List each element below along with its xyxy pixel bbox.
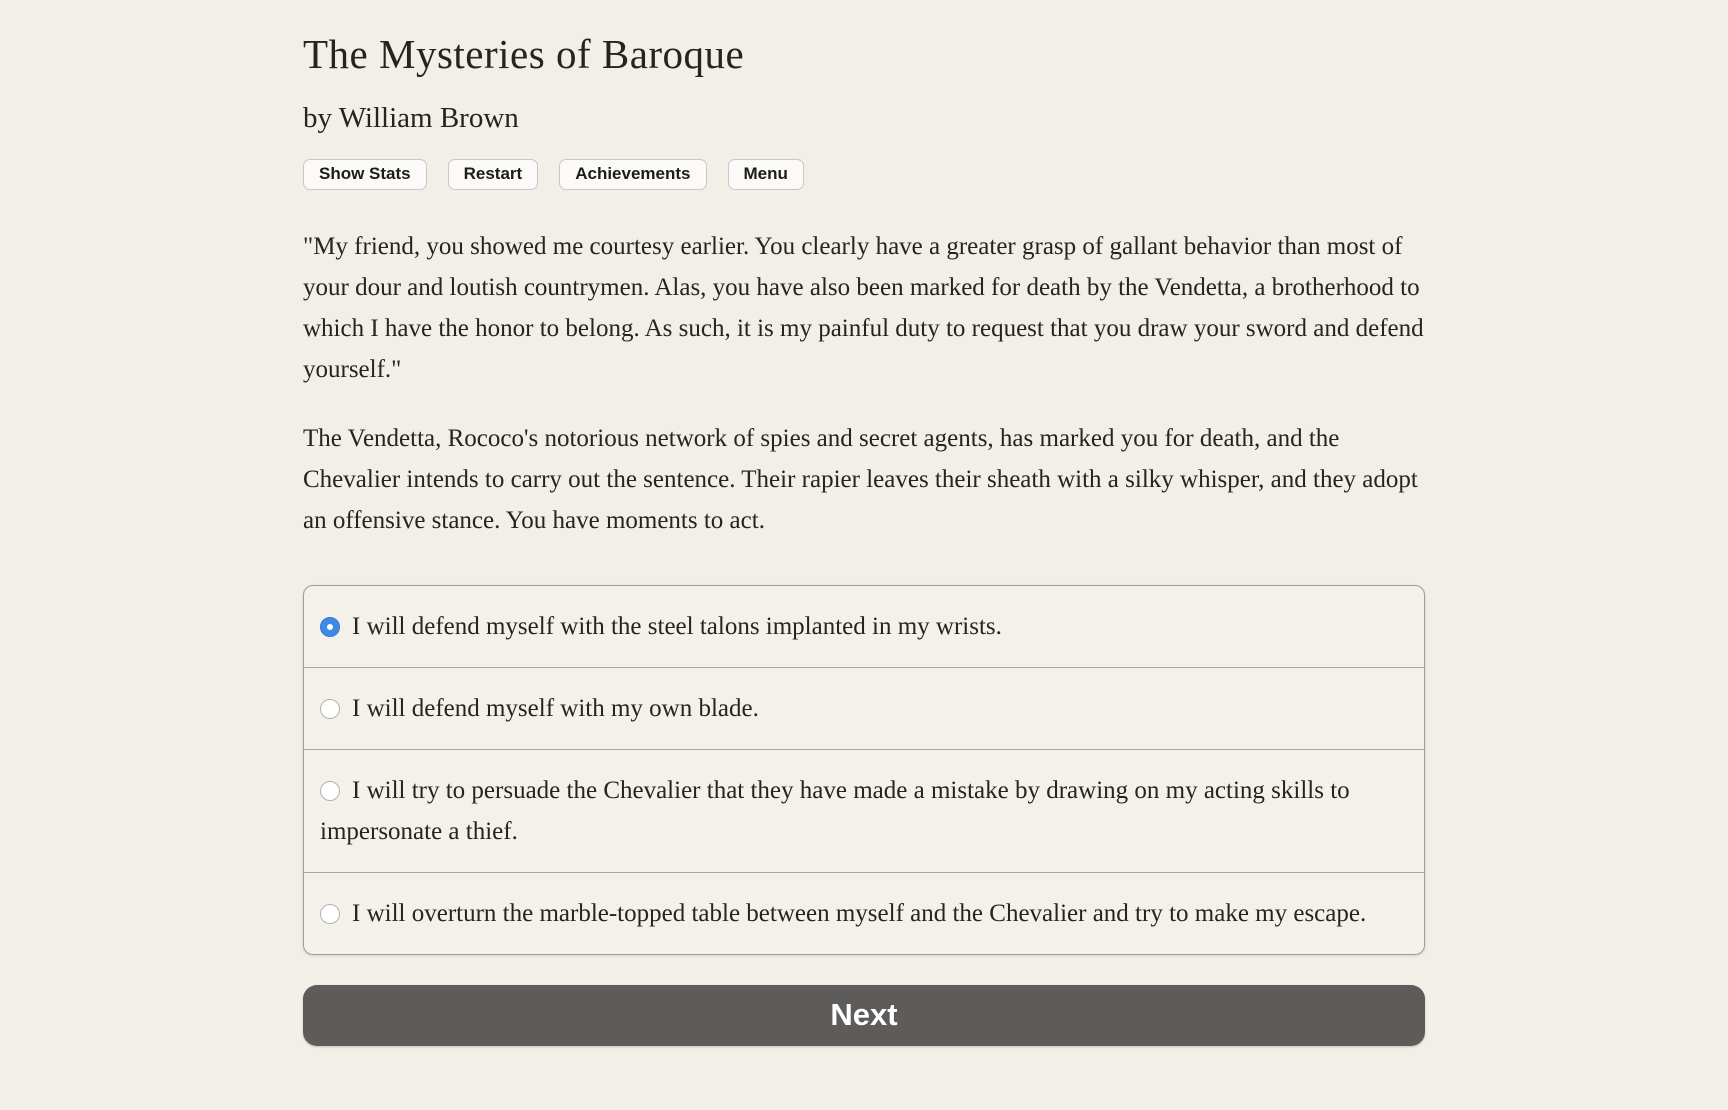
choice-option[interactable] bbox=[304, 668, 1424, 750]
menu-button[interactable]: Menu bbox=[728, 159, 804, 190]
choice-option[interactable] bbox=[304, 750, 1424, 873]
radio-button-icon[interactable] bbox=[320, 904, 340, 924]
choice-list bbox=[303, 585, 1425, 955]
restart-button[interactable]: Restart bbox=[448, 159, 539, 190]
choice-label: I will overturn the marble-topped table between myself and the Chevalier and try to make my escape. bbox=[352, 899, 1367, 927]
story-paragraph: "My friend, you showed me courtesy earlier. You clearly have a greater grasp of gallant behavior than most of your dour and loutish countrymen. Alas, you have also been marked for death by the Vendetta, a brotherhood to which I have the honor to belong. As such, it is my painful duty to request that you draw your sword and defend yourself." bbox=[303, 232, 1424, 383]
choice-label: I will defend myself with the steel talons implanted in my wrists. bbox=[352, 612, 1002, 640]
choice-option[interactable] bbox=[304, 873, 1424, 954]
achievements-button[interactable]: Achievements bbox=[559, 159, 706, 190]
page-title: The Mysteries of Baroque bbox=[303, 31, 745, 77]
story-paragraph: The Vendetta, Rococo's notorious network of spies and secret agents, has marked you for death, and the Chevalier intends to carry out the sentence. Their rapier leaves their sheath with a silky whisper, and they adopt an offensive stance. You have moments to act. bbox=[303, 424, 1418, 534]
radio-button-icon[interactable] bbox=[320, 781, 340, 801]
choice-label: I will try to persuade the Chevalier that they have made a mistake by drawing on my acting skills to impersonate a thief. bbox=[320, 776, 1350, 845]
radio-button-icon[interactable] bbox=[320, 617, 340, 637]
choice-option[interactable] bbox=[304, 586, 1424, 668]
choice-label: I will defend myself with my own blade. bbox=[352, 694, 759, 722]
toolbar bbox=[303, 159, 1425, 190]
story-column bbox=[303, 30, 1425, 1046]
game-page bbox=[0, 30, 1728, 1046]
next-button[interactable]: Next bbox=[303, 985, 1425, 1046]
show-stats-button[interactable]: Show Stats bbox=[303, 159, 427, 190]
radio-button-icon[interactable] bbox=[320, 699, 340, 719]
author-line: by William Brown bbox=[303, 102, 519, 134]
